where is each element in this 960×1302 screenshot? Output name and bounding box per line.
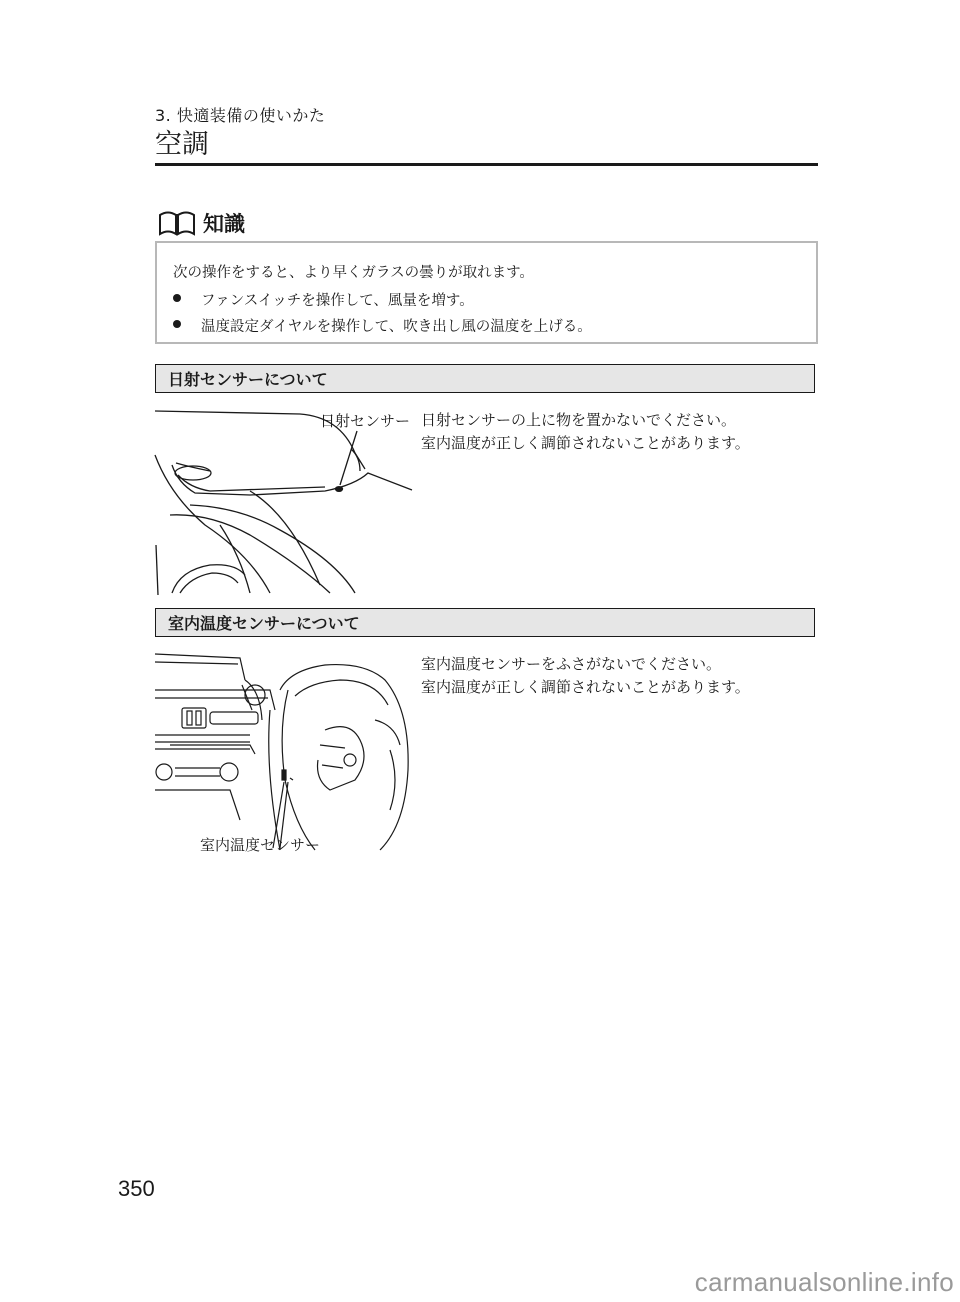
section-label: 3. 快適装備の使いかた [155, 106, 326, 125]
sun-sensor-note [421, 409, 750, 455]
cabin-sensor-callout: 室内温度センサー [200, 836, 321, 854]
list-item-text: ファンスイッチを操作して、風量を増す。 [201, 293, 474, 309]
sun-sensor-callout: 日射センサー [320, 412, 411, 430]
knowledge-heading [157, 207, 245, 239]
cabin-sensor-heading: 室内温度センサーについて [155, 608, 815, 637]
bullet-dot [173, 320, 181, 328]
windshield-illustration [150, 405, 415, 595]
list-item [173, 315, 592, 336]
dashboard-illustration [150, 650, 415, 855]
knowledge-box [155, 241, 818, 344]
list-item [173, 289, 474, 310]
title-rule [155, 163, 818, 166]
sun-sensor-heading: 日射センサーについて [155, 364, 815, 393]
page-title: 空調 [155, 129, 209, 160]
note-line: 室内温度センサーをふさがないでください。 [421, 655, 722, 673]
note-line: 日射センサーの上に物を置かないでください。 [421, 411, 737, 429]
knowledge-intro: 次の操作をすると、より早くガラスの曇りが取れます。 [173, 265, 534, 281]
note-line: 室内温度が正しく調節されないことがあります。 [421, 434, 750, 452]
bullet-dot [173, 294, 181, 302]
watermark: carmanualsonline.info [694, 1267, 954, 1297]
note-line: 室内温度が正しく調節されないことがあります。 [421, 678, 750, 696]
cabin-sensor-note [421, 653, 750, 699]
book-icon [157, 209, 197, 237]
knowledge-heading-label: 知識 [203, 212, 245, 236]
page-number: 350 [118, 1176, 155, 1201]
list-item-text: 温度設定ダイヤルを操作して、吹き出し風の温度を上げる。 [201, 319, 592, 335]
